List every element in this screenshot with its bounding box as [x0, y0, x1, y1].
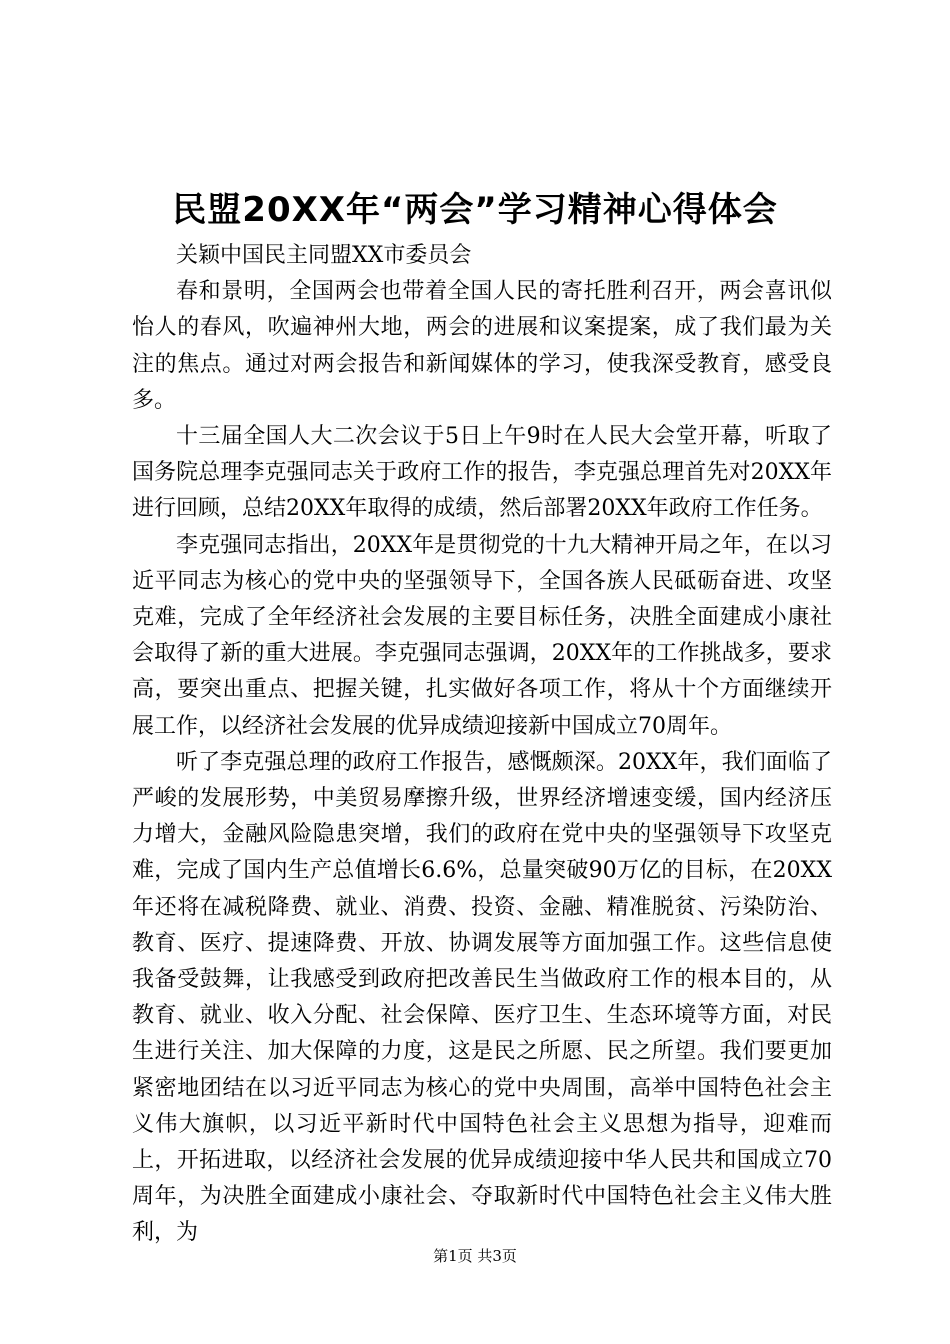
- paragraph: 听了李克强总理的政府工作报告，感慨颇深。20XX年，我们面临了严峻的发展形势，中美贸易摩擦升级，世界经济增速变缓，国内经济压力增大，金融风险隐患突增，我们的政府在党中央的坚强领导下攻坚克难，完成了国内生产总值增长6.6%，总量突破90万亿的目标，在20XX年还将在减税降费、就业、消费、投资、金融、精准脱贫、污染防治、教育、医疗、提速降费、开放、协调发展等方面加强工作。这些信息使我备受鼓舞，让我感受到政府把改善民生当做政府工作的根本目的，从教育、就业、收入分配、社会保障、医疗卫生、生态环境等方面，对民生进行关注、加大保障的力度，这是民之所愿、民之所望。我们要更加紧密地团结在以习近平同志为核心的党中央周围，高举中国特色社会主义伟大旗帜，以习近平新时代中国特色社会主义思想为指导，迎难而上，开拓进取，以经济社会发展的优异成绩迎接中华人民共和国成立70周年，为决胜全面建成小康社会、夺取新时代中国特色社会主义伟大胜利，为: [132, 749, 832, 1246]
- paragraph: 十三届全国人大二次会议于5日上午9时在人民大会堂开幕，听取了国务院总理李克强同志关于政府工作的报告，李克强总理首先对20XX年进行回顾，总结20XX年取得的成绩，然后部署20XX年政府工作任务。: [132, 424, 832, 522]
- page-title: 民盟20XX年“两会”学习精神心得体会: [172, 190, 778, 230]
- page-footer: 第1页 共3页: [433, 1247, 517, 1265]
- paragraph: 李克强同志指出，20XX年是贯彻党的十九大精神开局之年，在以习近平同志为核心的党中央的坚强领导下，全国各族人民砥砺奋进、攻坚克难，完成了全年经济社会发展的主要目标任务，决胜全面建成小康社会取得了新的重大进展。李克强同志强调，20XX年的工作挑战多，要求高，要突出重点、把握关键，扎实做好各项工作，将从十个方面继续开展工作，以经济社会发展的优异成绩迎接新中国成立70周年。: [132, 532, 832, 739]
- paragraph: 春和景明，全国两会也带着全国人民的寄托胜利召开，两会喜讯似怡人的春风，吹遍神州大地，两会的进展和议案提案，成了我们最为关注的焦点。通过对两会报告和新闻媒体的学习，使我深受教育，感受良多。: [132, 279, 832, 413]
- byline: 关颖中国民主同盟XX市委员会: [176, 243, 472, 268]
- document-body: [132, 238, 832, 1252]
